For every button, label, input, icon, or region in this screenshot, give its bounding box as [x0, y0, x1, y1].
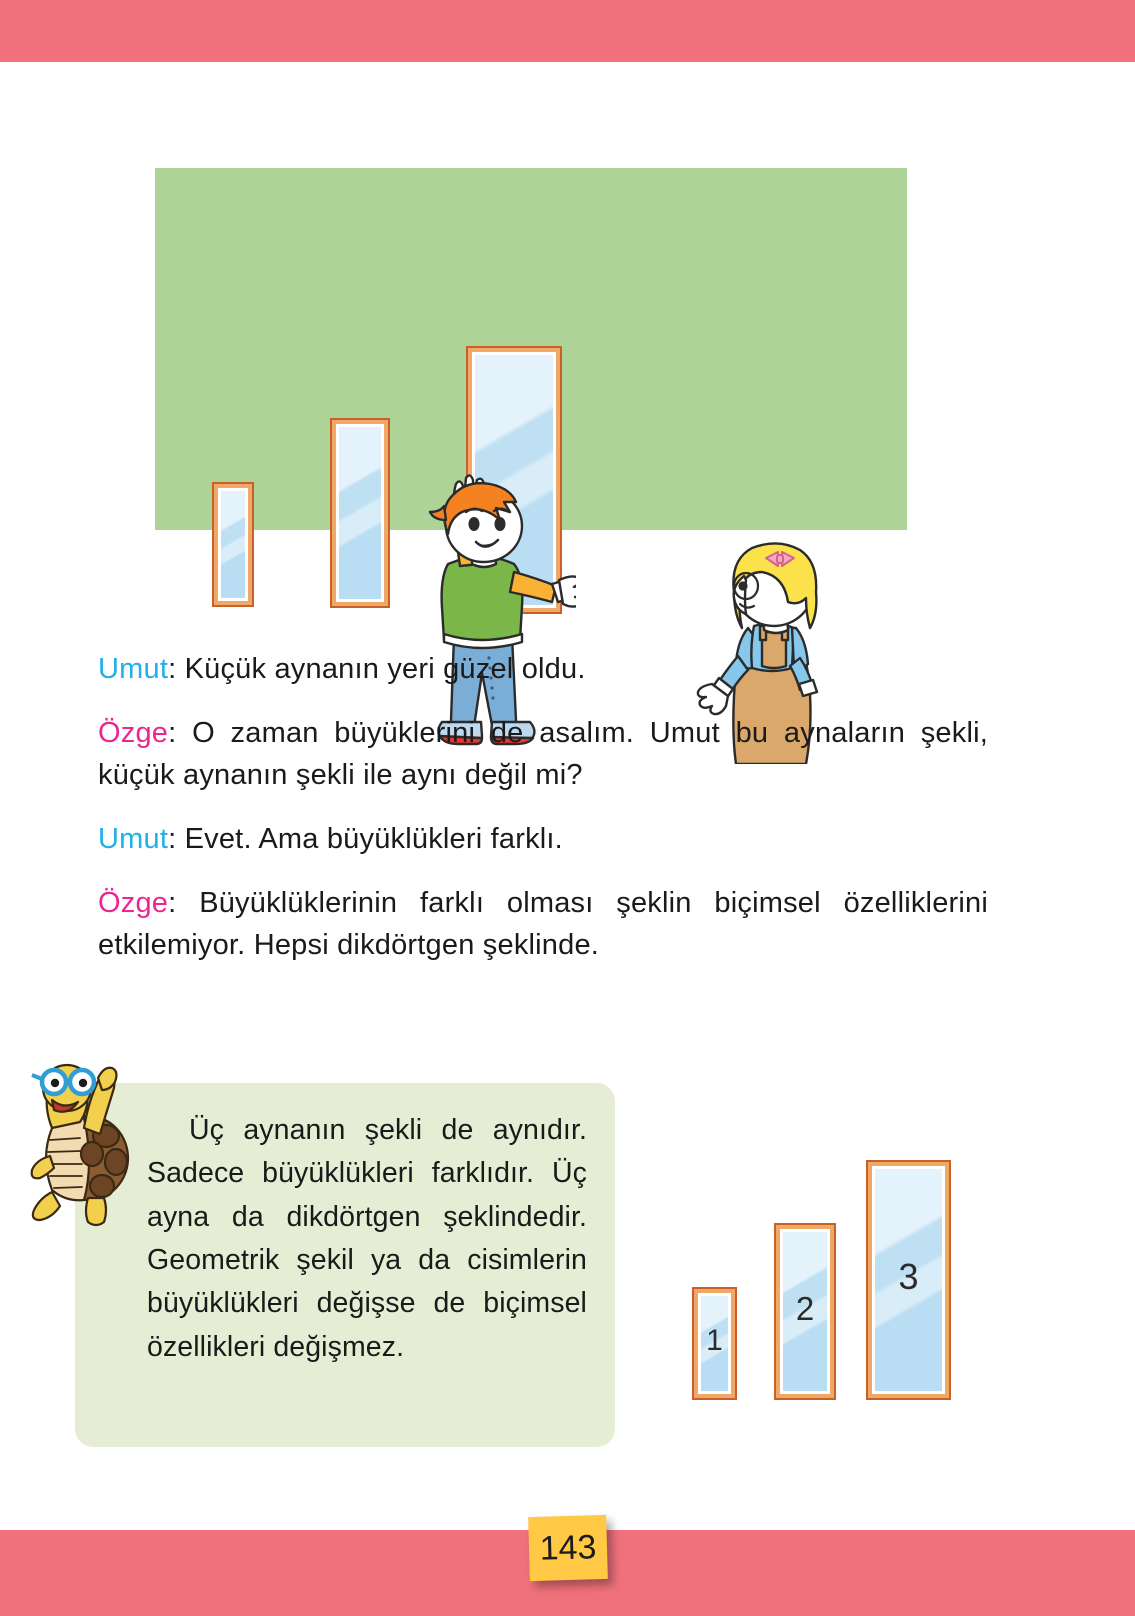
- info-callout-text: Üç aynanın şekli de aynıdır. Sadece büyüklükleri farklıdır. Üç ayna da dikdörtgen şeklindedir. Geometrik şekil ya da cisimlerin büyüklükleri değişse de biçimsel özellikleri değişmez.: [147, 1114, 587, 1363]
- dialogue-line-3: [98, 818, 988, 860]
- mirror-glass: [698, 1293, 731, 1394]
- dialogue-text: Büyüklüklerinin farklı olması şeklin biçimsel özelliklerini etkilemiyor. Hepsi dikdörtgen şeklinde.: [98, 887, 988, 962]
- dialogue-line-1: [98, 648, 988, 690]
- mirror-glass: [872, 1166, 945, 1394]
- page-number-label: 143: [538, 1527, 597, 1568]
- speaker-name-umut: Umut: [98, 823, 169, 856]
- info-callout-box: [75, 1083, 615, 1447]
- dialogue-line-4: [98, 882, 988, 966]
- dialogue-colon: :: [168, 823, 185, 856]
- dialogue-block: [98, 648, 988, 966]
- dialogue-colon: :: [168, 717, 193, 750]
- dialogue-colon: :: [168, 653, 185, 685]
- dialogue-line-2: [98, 712, 988, 796]
- dialogue-text: O zaman büyüklerini de asalım. Umut bu aynaların şekli, küçük aynanın şekli ile aynı değil mi?: [98, 717, 989, 792]
- numbered-mirror-group: [670, 1100, 990, 1400]
- speaker-name-ozge: Özge: [98, 887, 169, 920]
- mirror-number-label: 1: [706, 1323, 723, 1357]
- dialogue-text: Küçük aynanın yeri güzel oldu.: [184, 653, 586, 685]
- mirror-number-label: 3: [898, 1256, 919, 1297]
- top-decorative-bar: [0, 0, 1135, 62]
- dialogue-colon: :: [168, 887, 200, 920]
- mirror-glass: [336, 424, 384, 602]
- speaker-name-ozge: Özge: [98, 717, 169, 750]
- wall-mirror-medium: [330, 418, 390, 608]
- mirror-scene-illustration: [0, 150, 1135, 640]
- wall-mirror-small: [212, 482, 254, 607]
- mirror-glass: [218, 488, 248, 601]
- turtle-mascot-icon: [22, 1052, 134, 1230]
- mirror-glass: [780, 1229, 830, 1394]
- numbered-mirror-2: [774, 1223, 836, 1400]
- page-number-badge: [528, 1515, 608, 1581]
- mirror-number-label: 2: [795, 1290, 815, 1327]
- speaker-name-umut: Umut: [98, 653, 169, 685]
- dialogue-text: Evet. Ama büyüklükleri farklı.: [184, 823, 563, 856]
- numbered-mirror-3: [866, 1160, 951, 1400]
- numbered-mirror-1: [692, 1287, 737, 1400]
